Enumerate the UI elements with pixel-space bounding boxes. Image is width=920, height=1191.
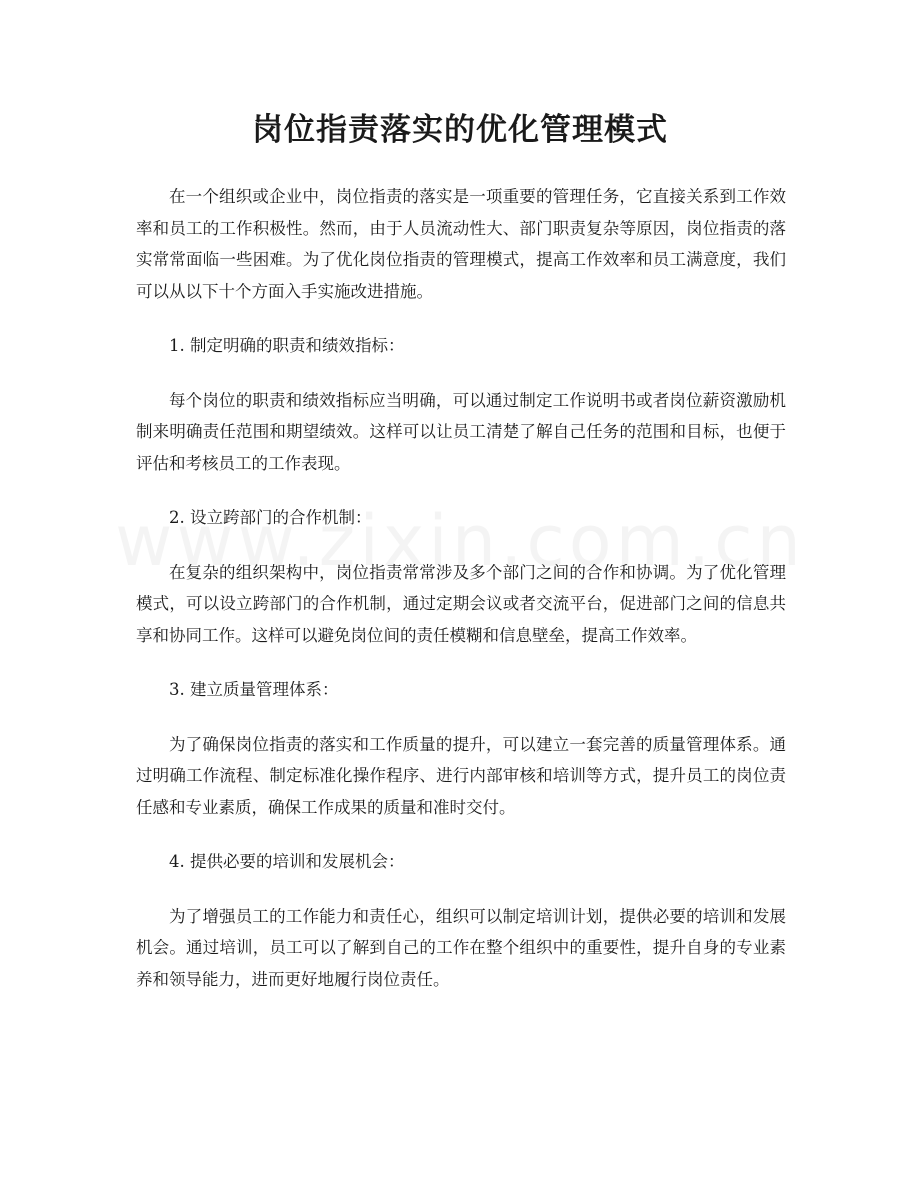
document-title: 岗位指责落实的优化管理模式 <box>252 112 668 148</box>
section-body-4: 为了增强员工的工作能力和责任心，组织可以制定培训计划，提供必要的培训和发展机会。通过培训，员工可以了解到自己的工作在整个组织中的重要性，提升自身的专业素养和领导能力，进而更好地履行岗位责任。 <box>136 906 786 989</box>
section-heading-1: 1. 制定明确的职责和绩效指标： <box>169 336 405 355</box>
section-heading-4: 4. 提供必要的培训和发展机会： <box>169 852 405 871</box>
section-heading-2: 2. 设立跨部门的合作机制： <box>169 508 372 527</box>
section-body-2: 在复杂的组织架构中，岗位指责常常涉及多个部门之间的合作和协调。为了优化管理模式，可以设立跨部门的合作机制，通过定期会议或者交流平台，促进部门之间的信息共享和协同工作。这样可以避免岗位间的责任模糊和信息壁垒，提高工作效率。 <box>136 562 786 645</box>
intro-paragraph: 在一个组织或企业中，岗位指责的落实是一项重要的管理任务，它直接关系到工作效率和员工的工作积极性。然而，由于人员流动性大、部门职责复杂等原因，岗位指责的落实常常面临一些困难。为了优化岗位指责的管理模式，提高工作效率和员工满意度，我们可以从以下十个方面入手实施改进措施。 <box>136 187 786 301</box>
section-body-3: 为了确保岗位指责的落实和工作质量的提升，可以建立一套完善的质量管理体系。通过明确工作流程、制定标准化操作程序、进行内部审核和培训等方式，提升员工的岗位责任感和专业素质，确保工作成果的质量和准时交付。 <box>136 734 786 817</box>
section-body-1: 每个岗位的职责和绩效指标应当明确，可以通过制定工作说明书或者岗位薪资激励机制来明确责任范围和期望绩效。这样可以让员工清楚了解自己任务的范围和目标，也便于评估和考核员工的工作表现。 <box>136 390 786 473</box>
section-heading-3: 3. 建立质量管理体系： <box>169 680 339 699</box>
document-body <box>136 181 786 995</box>
